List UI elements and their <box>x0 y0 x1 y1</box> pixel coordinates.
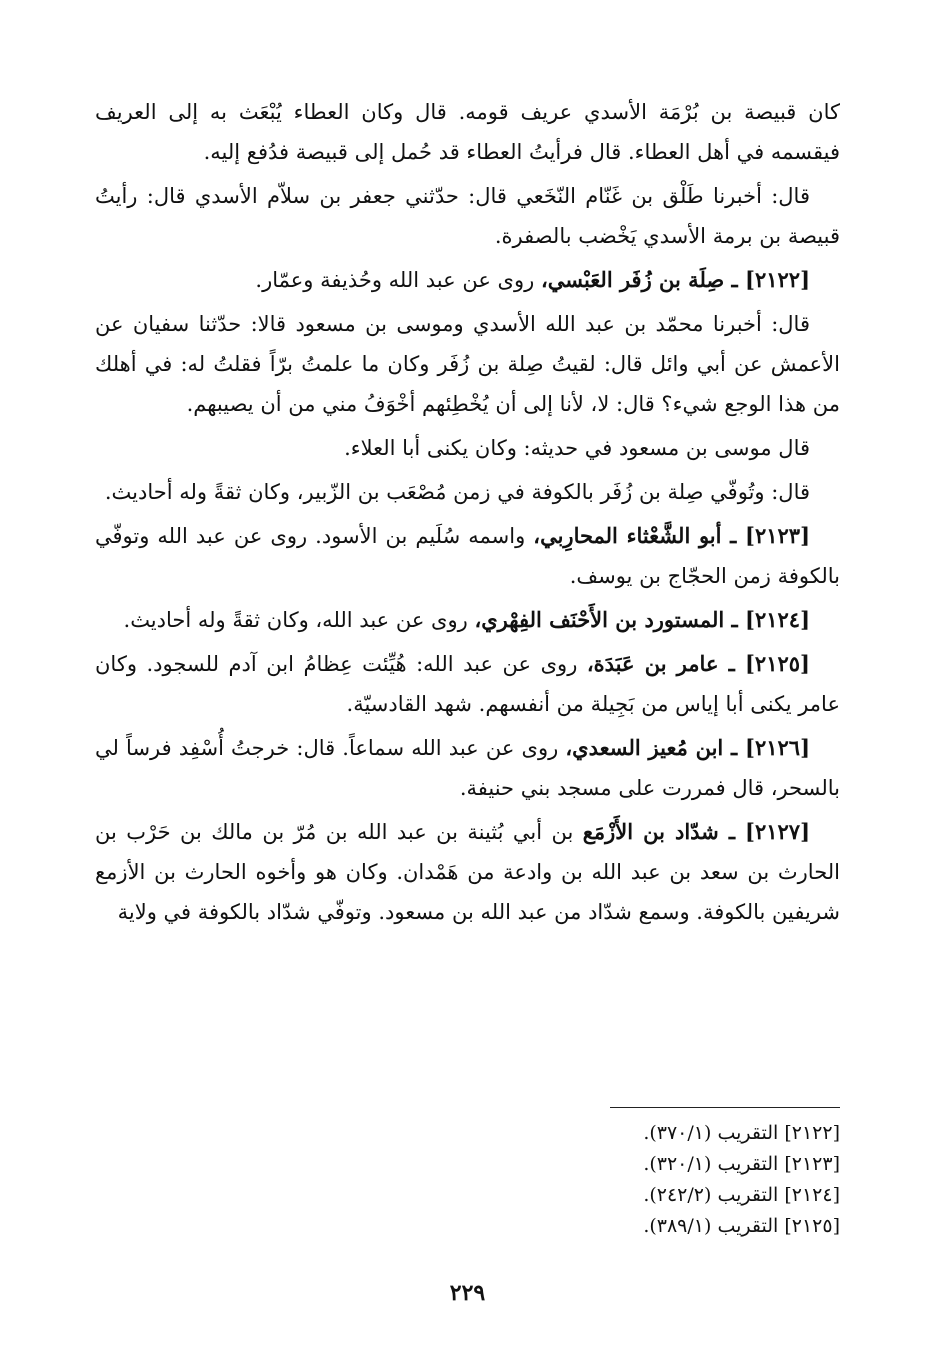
main-text <box>95 92 840 932</box>
paragraph-text: كان قبيصة بن بُرْمَة الأسدي عريف قومه. قال وكان العطاء يُبْعَث به إلى العريف فيقسمه في أهل العطاء. قال فرأيتُ العطاء قد حُمل إلى قبيصة فدُفع إليه. <box>95 100 840 164</box>
paragraph <box>95 428 840 468</box>
paragraph-text: روى عن عبد الله: هُيِّئت عِظامُ ابن آدم للسجود. وكان عامر يكنى أبا إياس من بَجِيلة من أنفسهم. شهد القادسيّة. <box>95 652 840 716</box>
footnote: [٢١٢٣] التقريب (٣٢٠/١). <box>643 1153 840 1175</box>
paragraph <box>95 812 840 932</box>
entry-heading: [٢١٢٥] ـ عامر بن عَبَدَة، <box>586 651 810 676</box>
book-page <box>95 92 840 1352</box>
paragraph-text: روى عن عبد الله وحُذيفة وعمّار. <box>255 268 541 292</box>
paragraph-text: روى عن عبد الله، وكان ثقةً وله أحاديث. <box>123 608 475 632</box>
footnote: [٢١٢٥] التقريب (٣٨٩/١). <box>643 1215 840 1237</box>
paragraph-text: قال: وتُوفّي صِلة بن زُفَر بالكوفة في زمن مُصْعَب بن الزّبير، وكان ثقةً وله أحاديث. <box>104 480 810 504</box>
entry-heading: [٢١٢٦] ـ ابن مُعيز السعدي، <box>565 735 811 760</box>
paragraph <box>95 92 840 172</box>
footnote: [٢١٢٢] التقريب (٣٧٠/١). <box>643 1122 840 1144</box>
paragraph-text: روى عن عبد الله سماعاً. قال: خرجتُ أُسْفِد فرساً لي بالسحر، قال فمررت على مسجد بني حنيفة. <box>95 736 840 800</box>
paragraph <box>95 472 840 512</box>
paragraph <box>95 304 840 424</box>
paragraph-text: قال: أخبرنا محمّد بن عبد الله الأسدي وموسى بن مسعود قالا: حدّثنا سفيان عن الأعمش عن أبي وائل قال: لقيتُ صِلة بن زُفَر وكان ما علمتُ برّاً فقلتُ له: في أهلك من هذا الوجع شيء؟ قال: لا، لأنا إلى أن يُخْطِئهم أخْوَفُ مني من أن يصيبهم. <box>95 312 840 416</box>
paragraph <box>95 644 840 724</box>
paragraph <box>95 516 840 596</box>
page-number: ٢٢٩ <box>449 1280 486 1306</box>
paragraph <box>95 600 840 640</box>
footnotes <box>95 1118 840 1242</box>
paragraph-text: واسمه سُلَيم بن الأسود. روى عن عبد الله وتوفّي بالكوفة زمن الحجّاج بن يوسف. <box>95 524 840 588</box>
paragraph-text: قال: أخبرنا طَلْق بن غَنّام النّخَعي قال: حدّثني جعفر بن سلاّم الأسدي قال: رأيتُ قبيصة بن برمة الأسدي يَخْضب بالصفرة. <box>95 184 840 248</box>
entry-heading: [٢١٢٣] ـ أبو الشَّعْثاء المحارِبي، <box>533 523 810 548</box>
paragraph <box>95 260 840 300</box>
paragraph-text: بن أبي بُثينة بن عبد الله بن مُرّ بن مالك بن حَرْب بن الحارث بن سعد بن عبد الله بن وادعة من هَمْدان. وكان هو وأخوه الحارث بن الأزمع شريفين بالكوفة. وسمع شدّاد من عبد الله بن مسعود. وتوفّي شدّاد بالكوفة في ولاية <box>95 820 840 924</box>
entry-heading: [٢١٢٢] ـ صِلَة بن زُفَر العَبْسي، <box>540 267 810 292</box>
entry-heading: [٢١٢٧] ـ شدّاد بن الأَزْمَع <box>582 819 810 844</box>
paragraph-text: قال موسى بن مسعود في حديثه: وكان يكنى أبا العلاء. <box>344 436 810 460</box>
paragraph <box>95 728 840 808</box>
paragraph <box>95 176 840 256</box>
footnote-divider <box>610 1107 840 1108</box>
entry-heading: [٢١٢٤] ـ المستورد بن الأَحْنَف الفِهْري، <box>474 607 810 632</box>
footnote: [٢١٢٤] التقريب (٢٤٢/٢). <box>643 1184 840 1206</box>
